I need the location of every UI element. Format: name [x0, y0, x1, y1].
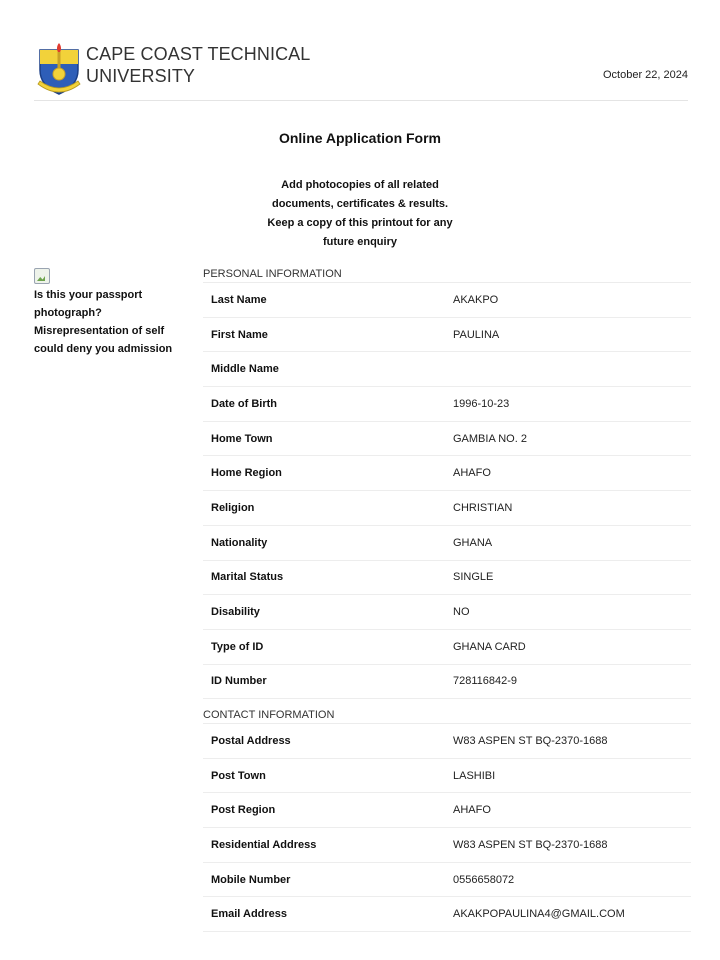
photo-warning [34, 286, 194, 358]
field-value: PAULINA [453, 328, 500, 341]
field-label: Type of ID [211, 640, 264, 653]
table-row [203, 561, 691, 596]
field-label: Post Region [211, 804, 276, 817]
field-value: 1996-10-23 [453, 397, 510, 410]
field-label: Home Town [211, 432, 273, 445]
form-title: Online Application Form [278, 130, 442, 146]
field-label: Nationality [211, 536, 268, 549]
table-row [203, 387, 691, 422]
field-label: Postal Address [211, 734, 291, 747]
field-value: AHAFO [453, 467, 491, 480]
university-name-line1: CAPE COAST TECHNICAL [86, 44, 311, 64]
field-label: Religion [211, 501, 255, 514]
field-value: GHANA [453, 536, 493, 549]
field-value: AHAFO [453, 804, 491, 817]
field-label: Residential Address [211, 838, 317, 851]
field-value: NO [453, 606, 470, 619]
photo-warning-line: photograph? [34, 307, 102, 319]
instruction-line: future enquiry [323, 236, 397, 248]
field-value: LASHIBI [453, 769, 496, 782]
field-label: First Name [211, 328, 268, 341]
passport-photo-panel [34, 268, 194, 358]
table-row [203, 724, 691, 759]
table-row [203, 456, 691, 491]
field-label: Date of Birth [211, 397, 277, 410]
university-crest-icon [34, 40, 84, 96]
personal-information-section [203, 266, 691, 699]
table-row [203, 759, 691, 794]
broken-image-icon [34, 268, 50, 284]
table-row [203, 283, 691, 318]
field-label: Home Region [211, 467, 282, 480]
table-row [203, 526, 691, 561]
field-label: Marital Status [211, 571, 284, 584]
field-value: 728116842-9 [453, 675, 518, 688]
section-title: CONTACT INFORMATION [203, 707, 691, 724]
field-value: 0556658072 [453, 873, 515, 886]
instruction-line: documents, certificates & results. [271, 198, 449, 210]
print-date: October 22, 2024 [602, 69, 688, 81]
photo-warning-line: Misrepresentation of self [34, 325, 165, 337]
field-value: SINGLE [453, 571, 494, 584]
instruction-line: Keep a copy of this printout for any [267, 217, 453, 229]
table-row [203, 318, 691, 353]
field-label: Email Address [211, 908, 288, 921]
contact-information-section [203, 707, 691, 932]
field-value: GAMBIA NO. 2 [453, 432, 527, 445]
university-name [86, 43, 310, 87]
field-label: Disability [211, 606, 260, 619]
section-title: PERSONAL INFORMATION [203, 266, 691, 283]
page-header [34, 40, 688, 100]
table-row [203, 595, 691, 630]
photo-warning-line: could deny you admission [34, 343, 173, 355]
table-row [203, 897, 691, 932]
field-value: W83 ASPEN ST BQ-2370-1688 [453, 734, 608, 747]
field-label: Middle Name [211, 363, 279, 376]
field-label: Last Name [211, 293, 267, 306]
table-row [203, 793, 691, 828]
instruction-line: Add photocopies of all related [281, 179, 439, 191]
photo-warning-line: Is this your passport [34, 289, 143, 301]
table-row [203, 422, 691, 457]
field-label: Mobile Number [211, 873, 291, 886]
field-value: GHANA CARD [453, 640, 526, 653]
header-divider [34, 100, 688, 101]
table-row [203, 828, 691, 863]
field-value: AKAKPOPAULINA4@GMAIL.COM [453, 908, 625, 921]
table-row [203, 863, 691, 898]
field-label: Post Town [211, 769, 266, 782]
field-label: ID Number [211, 675, 267, 688]
field-value: AKAKPO [453, 293, 499, 306]
table-row [203, 630, 691, 665]
table-row [203, 665, 691, 700]
table-row [203, 352, 691, 387]
field-value: CHRISTIAN [453, 501, 513, 514]
table-row [203, 491, 691, 526]
field-value: W83 ASPEN ST BQ-2370-1688 [453, 838, 608, 851]
form-instructions [250, 176, 470, 252]
university-name-line2: UNIVERSITY [86, 66, 196, 86]
